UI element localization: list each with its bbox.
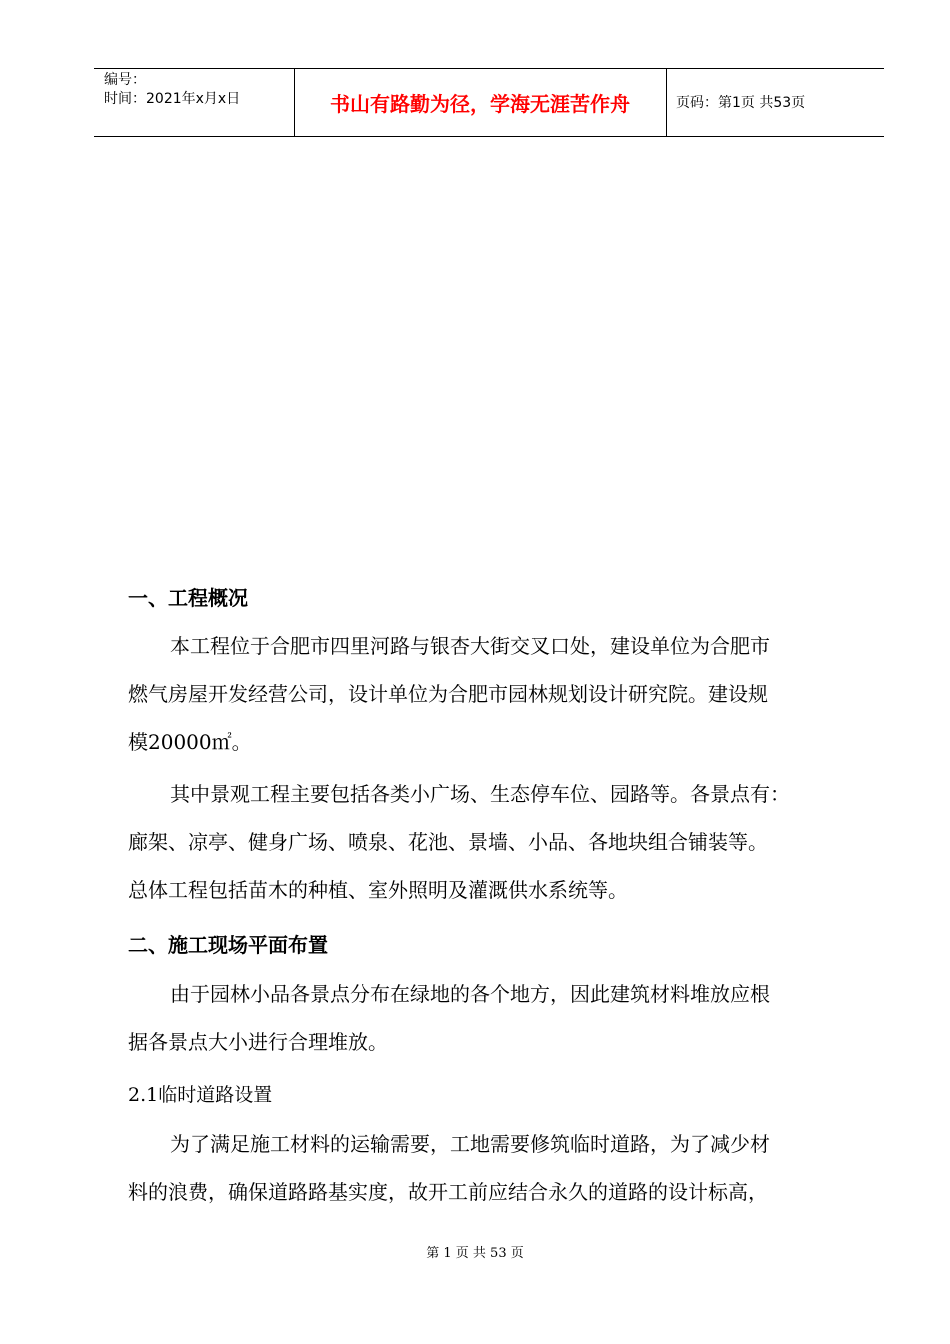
header-time-label: 时间：2021年x月x日 <box>104 91 241 107</box>
header-page-cell <box>666 69 884 136</box>
paragraph-3 <box>128 970 856 1066</box>
paragraph-line: 由于园林小品各景点分布在绿地的各个地方，因此建筑材料堆放应根 <box>170 982 770 1006</box>
page-header <box>94 68 884 137</box>
header-number-label: 编号： <box>104 72 146 88</box>
paragraph-1 <box>128 622 856 766</box>
header-info-cell <box>94 69 295 136</box>
paragraph-line: 总体工程包括苗木的种植、室外照明及灌溉供水系统等。 <box>128 878 628 902</box>
header-motto-cell <box>294 69 667 136</box>
paragraph-line: 本工程位于合肥市四里河路与银杏大街交叉口处，建设单位为合肥市 <box>170 634 770 658</box>
paragraph-line: 其中景观工程主要包括各类小广场、生态停车位、园路等。各景点有： <box>170 782 790 806</box>
section-2-1-title: 2.1临时道路设置 <box>128 1084 273 1106</box>
paragraph-line: 据各景点大小进行合理堆放。 <box>128 1030 388 1054</box>
paragraph-2 <box>128 770 856 914</box>
paragraph-4 <box>128 1120 856 1216</box>
paragraph-line: 模20000㎡。 <box>128 730 252 754</box>
paragraph-line: 廊架、凉亭、健身广场、喷泉、花池、景墙、小品、各地块组合铺装等。 <box>128 830 768 854</box>
header-page-label: 页码：第1页 共53页 <box>676 95 806 111</box>
header-motto: 书山有路勤为径，学海无涯苦作舟 <box>330 92 630 116</box>
page-footer: 第 1 页 共 53 页 <box>426 1246 524 1261</box>
section-2-title: 二、施工现场平面布置 <box>128 933 328 957</box>
paragraph-line: 料的浪费，确保道路路基实度，故开工前应结合永久的道路的设计标高， <box>128 1180 768 1204</box>
paragraph-line: 为了满足施工材料的运输需要，工地需要修筑临时道路，为了减少材 <box>170 1132 770 1156</box>
section-1-title: 一、工程概况 <box>128 586 248 610</box>
paragraph-line: 燃气房屋开发经营公司，设计单位为合肥市园林规划设计研究院。建设规 <box>128 682 768 706</box>
